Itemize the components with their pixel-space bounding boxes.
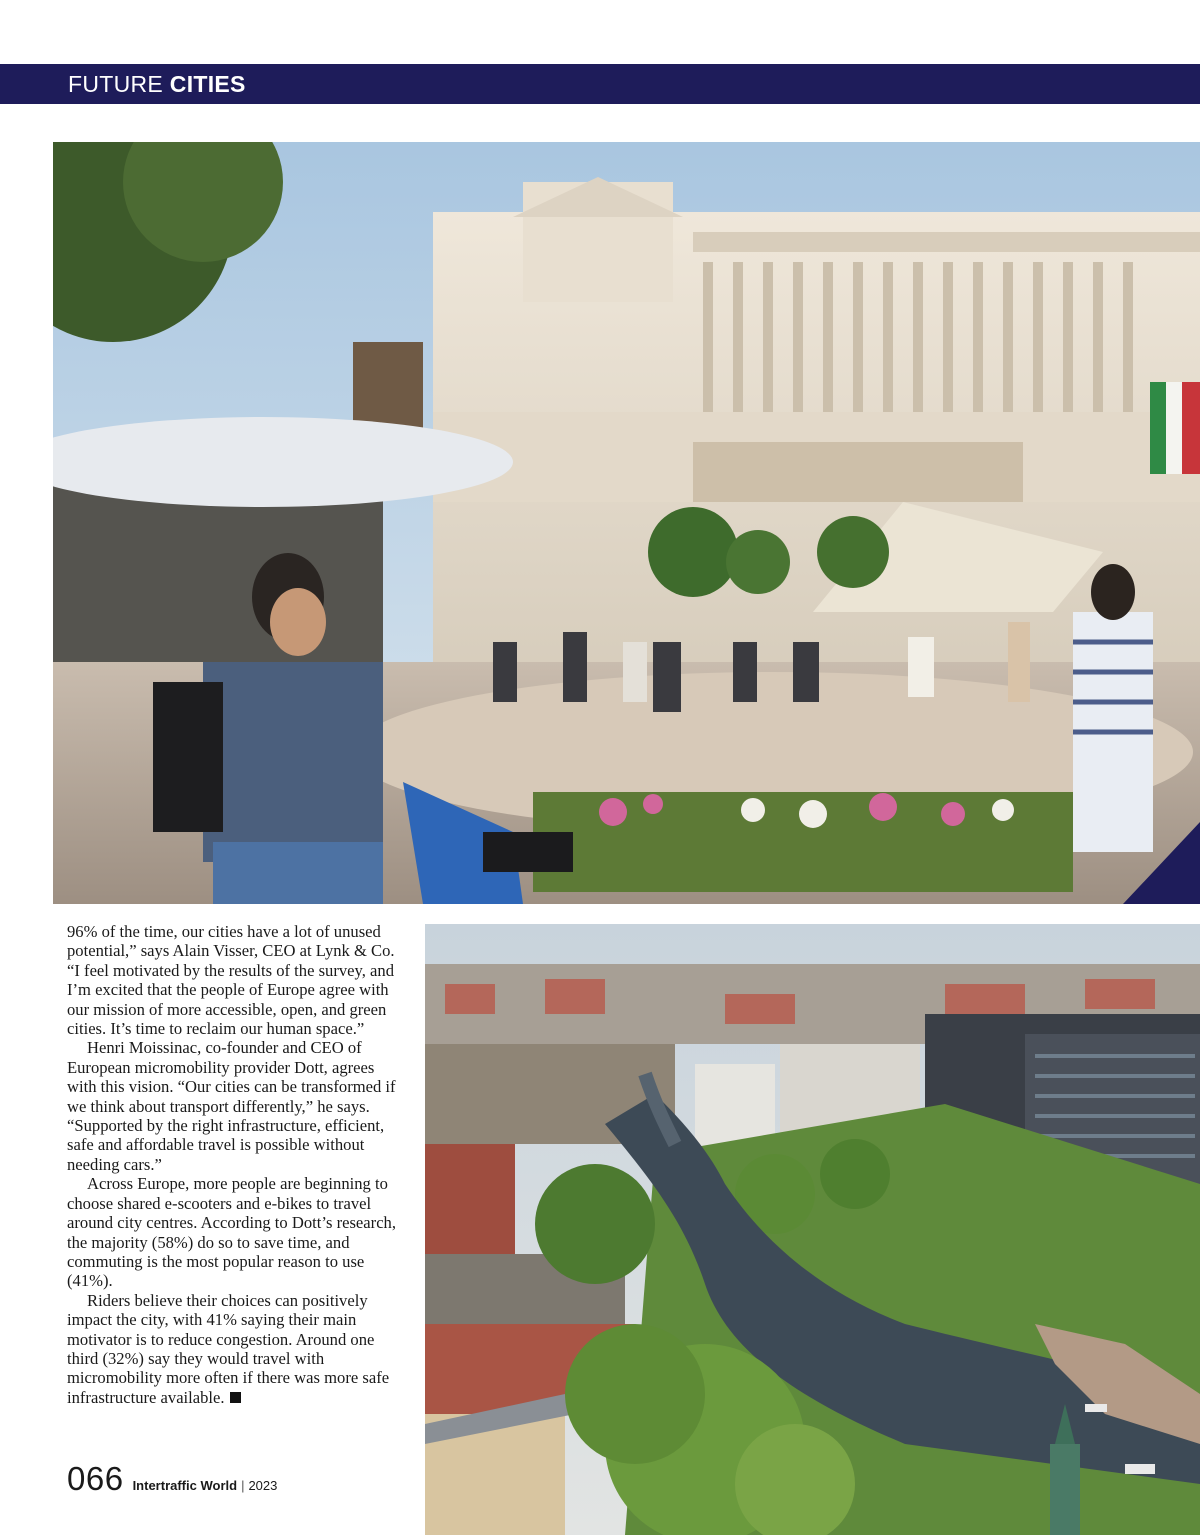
article-paragraph: Henri Moissinac, co-founder and CEO of European micromobility provider Dott, agrees with this vision. “Our cities can be transformed if we think about transport differently,” he says. “Supported by the right infrastructure, efficient, safe and affordable travel is possible without needing cars.” xyxy=(67,1038,396,1174)
page-footer xyxy=(67,1460,277,1500)
photo-rome-piazza-illustration xyxy=(53,142,1200,904)
page-number: 066 xyxy=(67,1460,124,1497)
article-paragraph-text: Riders believe their choices can positively impact the city, with 41% saying their main motivator is to reduce congestion. Around one third (32%) say they would travel with micromobility more often if there was more safe infrastructure available. xyxy=(67,1290,390,1407)
section-label-light: FUTURE xyxy=(68,70,164,97)
section-label xyxy=(68,71,246,98)
footer-separator: | xyxy=(241,1478,245,1493)
section-label-bold: CITIES xyxy=(169,70,246,97)
article-paragraph xyxy=(67,1291,407,1407)
publication-name: Intertraffic World xyxy=(132,1478,238,1493)
end-of-article-mark-icon xyxy=(230,1392,241,1403)
photo-aerial-city xyxy=(425,924,1200,1535)
article-paragraph: 96% of the time, our cities have a lot of unused potential,” says Alain Visser, CEO at Lynk & Co. “I feel motivated by the results of the survey, and I’m excited that the people of Europe agree with our mission of more accessible, open, and green cities. It’s time to reclaim our human space.” xyxy=(67,922,395,1039)
section-header-bar xyxy=(0,64,1200,104)
photo-aerial-city-illustration xyxy=(425,924,1200,1535)
article-body xyxy=(67,922,407,1407)
publication-year: 2023 xyxy=(248,1478,278,1493)
article-paragraph: Across Europe, more people are beginning to choose shared e-scooters and e-bikes to travel around city centres. According to Dott’s research, the majority (58%) do so to save time, and commuting is the most popular reason to use (41%). xyxy=(67,1174,396,1291)
photo-rome-piazza xyxy=(53,142,1200,904)
